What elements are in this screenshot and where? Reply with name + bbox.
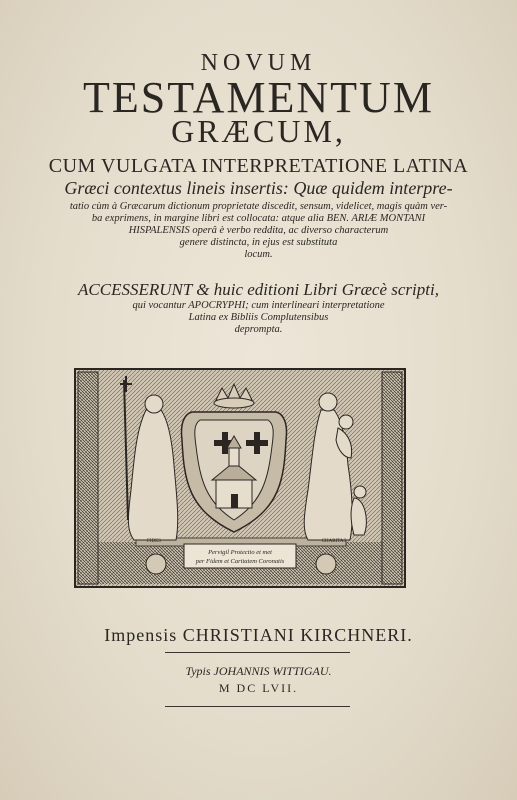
subtitle-line: CUM VULGATA INTERPRETATIONE LATINA <box>48 155 469 177</box>
title-line-graecum: GRÆCUM, <box>171 113 346 149</box>
description-line: Græci contextus lineis insertis: Quæ quidem interpre- <box>64 178 453 198</box>
engraving-illustration <box>76 370 404 586</box>
engraved-plate <box>74 368 406 588</box>
plate-label-charitas: CHARITAS <box>321 539 347 544</box>
plate-caption-line2: per Fidem et Caritatem Coronatis <box>195 558 285 565</box>
apocrypha-line: deprompta. <box>234 324 283 335</box>
imprint-line: Impensis CHRISTIANI KIRCHNERI. <box>104 625 413 645</box>
publication-year: M DC LVII. <box>218 681 299 695</box>
description-line: locum. <box>244 249 273 260</box>
description-line: HISPALENSIS operâ è verbo reddita, ac diverso characterum <box>128 225 389 236</box>
printer-line: Typis JOHANNIS WITTIGAU. <box>185 664 332 678</box>
plate-label-fides: FIDES <box>147 539 161 544</box>
title-line-novum: NOVUM <box>200 50 317 76</box>
description-line: ba exprimens, in margine libri est collocata: atque alia BEN. ARIÆ MONTANI <box>91 213 426 224</box>
divider-rule <box>165 706 350 707</box>
description-line: genere distincta, in ejus est substituta <box>179 237 338 248</box>
description-line: tatio cùm à Græcarum dictionum proprietate discedit, sensum, videlicet, magis quàm ver- <box>69 201 448 212</box>
apocrypha-line: qui vocantur APOCRYPHI; cum interlineari interpretatione <box>132 300 385 311</box>
apocrypha-heading: ACCESSERUNT & huic editioni Libri Græcè scripti, <box>78 280 439 299</box>
title-line-testamentum: TESTAMENTUM <box>83 73 434 122</box>
plate-caption-line1: Pervigil Protectio et met <box>208 549 272 556</box>
apocrypha-line: Latina ex Bibliis Complutensibus <box>188 312 329 323</box>
divider-rule <box>165 652 350 653</box>
